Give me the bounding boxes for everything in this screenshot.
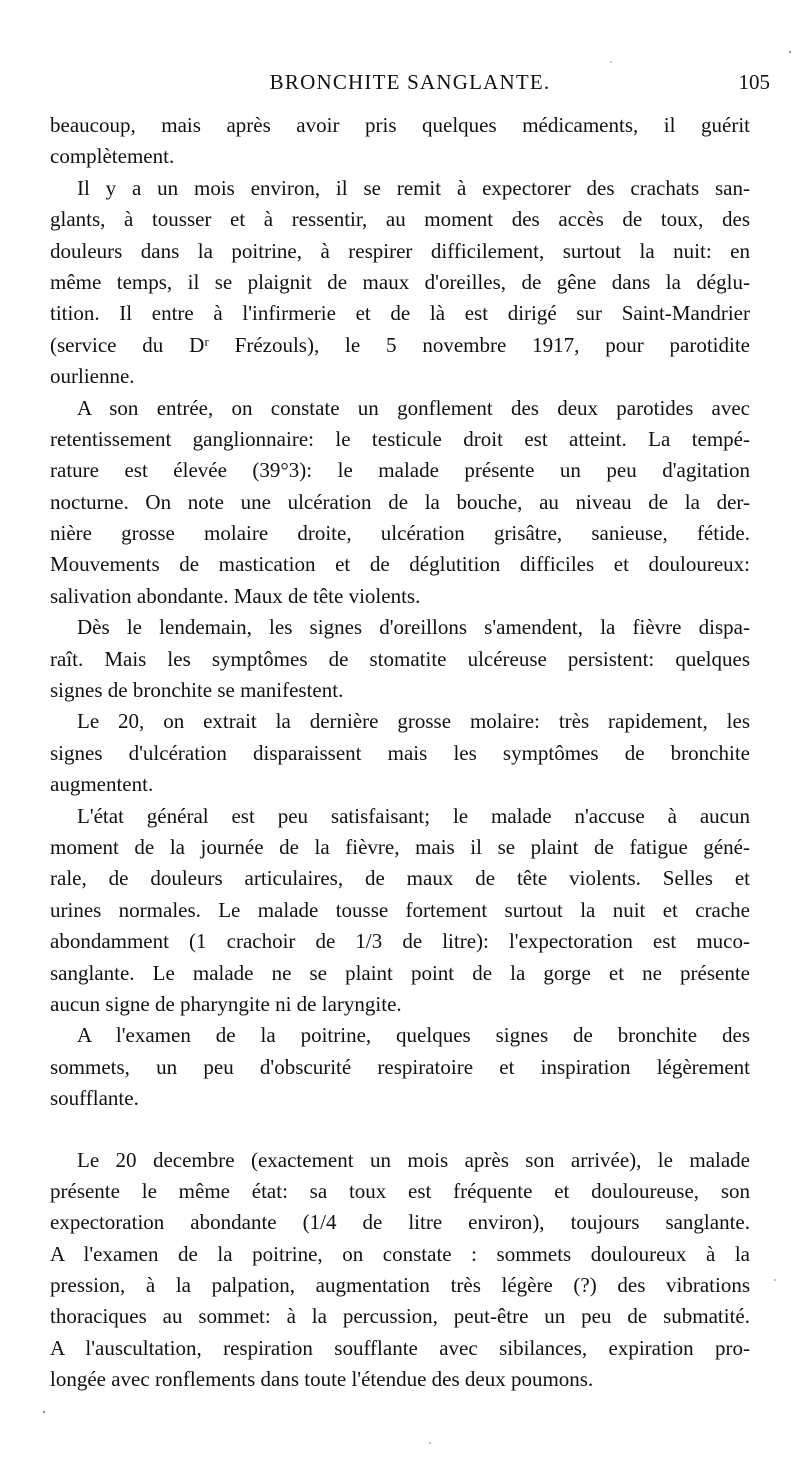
speck [789, 51, 791, 53]
text-line: sommets, un peu d'obscurité respiratoire et inspiration légèrement [50, 1054, 750, 1079]
paragraph [50, 393, 750, 613]
text-line: nière grosse molaire droite, ulcération grisâtre, sanieuse, fétide. [50, 521, 750, 546]
running-title: BRONCHITE SANGLANTE. [269, 70, 551, 94]
text-line: rale, de douleurs articulaires, de maux de tête violents. Selles et [50, 866, 750, 891]
text-line: Il y a un mois environ, il se remit à expectorer des crachats san- [77, 175, 750, 200]
paragraph [50, 801, 750, 1021]
text-line: abondamment (1 crachoir de 1/3 de litre): l'expectoration est muco- [50, 929, 750, 954]
text-line: même temps, il se plaignit de maux d'oreilles, de gêne dans la déglu- [50, 269, 750, 294]
paragraph [50, 110, 750, 173]
text-line: rature est élevée (39°3): le malade présente un peu d'agitation [50, 458, 750, 483]
text-line: A l'examen de la poitrine, quelques signes de bronchite des [77, 1023, 750, 1048]
paragraph [50, 1145, 750, 1396]
text-line: Le 20, on extrait la dernière grosse molaire: très rapidement, les [77, 709, 750, 734]
text-line: Dès le lendemain, les signes d'oreillons s'amendent, la fièvre dispa- [77, 615, 750, 640]
text-line: A l'examen de la poitrine, on constate : sommets douloureux à la [50, 1241, 750, 1266]
text-line: présente le même état: sa toux est fréquente et douloureuse, son [50, 1178, 750, 1203]
text-line: signes d'ulcération disparaissent mais les symptômes de bronchite [50, 740, 750, 765]
text-line: tition. Il entre à l'infirmerie et de là est dirigé sur Saint-Mandrier [50, 301, 750, 326]
text-line: aucun signe de pharyngite ni de laryngite. [50, 991, 402, 1016]
text-line: ourlienne. [50, 364, 135, 389]
speck [43, 1411, 46, 1414]
text-line: moment de la journée de la fièvre, mais il se plaint de fatigue géné- [50, 834, 750, 859]
text-line: pression, à la palpation, augmentation très légère (?) des vibrations [50, 1273, 750, 1298]
speck [429, 1442, 431, 1444]
speck [610, 61, 612, 63]
text-line: (service du Dʳ Frézouls), le 5 novembre 1917, pour parotidite [50, 332, 750, 357]
text-line: augmentent. [50, 772, 154, 797]
text-line: glants, à tousser et à ressentir, au moment des accès de toux, des [50, 207, 750, 232]
page-number: 105 [738, 70, 770, 94]
text-line: expectoration abondante (1/4 de litre environ), toujours sanglante. [50, 1210, 750, 1235]
text-line: A son entrée, on constate un gonflement des deux parotides avec [77, 395, 750, 420]
paragraph [50, 173, 750, 393]
paragraph-gap [50, 1115, 750, 1145]
text-line: soufflante. [50, 1086, 139, 1111]
text-line: retentissement ganglionnaire: le testicule droit est atteint. La tempé- [50, 426, 750, 451]
text-line: urines normales. Le malade tousse fortement surtout la nuit et crache [50, 897, 750, 922]
text-line: longée avec ronflements dans toute l'étendue des deux poumons. [50, 1367, 594, 1392]
running-head [50, 66, 770, 100]
text-line: sanglante. Le malade ne se plaint point de la gorge et ne présente [50, 960, 750, 985]
text-line: raît. Mais les symptômes de stomatite ulcéreuse persistent: quelques [50, 646, 750, 671]
text-line: Le 20 decembre (exactement un mois après son arrivée), le malade [77, 1147, 750, 1172]
paragraph [50, 706, 750, 800]
text-line: douleurs dans la poitrine, à respirer difficilement, surtout la nuit: en [50, 238, 750, 263]
text-line: complètement. [50, 144, 175, 169]
text-line: thoraciques au sommet: à la percussion, peut-être un peu de submatité. [50, 1304, 750, 1329]
text-line: beaucoup, mais après avoir pris quelques médicaments, il guérit [50, 113, 750, 137]
text-line: Mouvements de mastication et de déglutition difficiles et douloureux: [50, 552, 750, 577]
text-line: signes de bronchite se manifestent. [50, 678, 344, 703]
body-text [50, 110, 750, 1396]
paragraph [50, 612, 750, 706]
text-line: nocturne. On note une ulcération de la bouche, au niveau de la der- [50, 489, 750, 514]
paragraph [50, 1020, 750, 1114]
text-line: salivation abondante. Maux de tête violents. [50, 583, 421, 608]
text-line: A l'auscultation, respiration soufflante avec sibilances, expiration pro- [50, 1335, 750, 1360]
speck [774, 1279, 776, 1281]
text-line: L'état général est peu satisfaisant; le malade n'accuse à aucun [77, 803, 750, 828]
